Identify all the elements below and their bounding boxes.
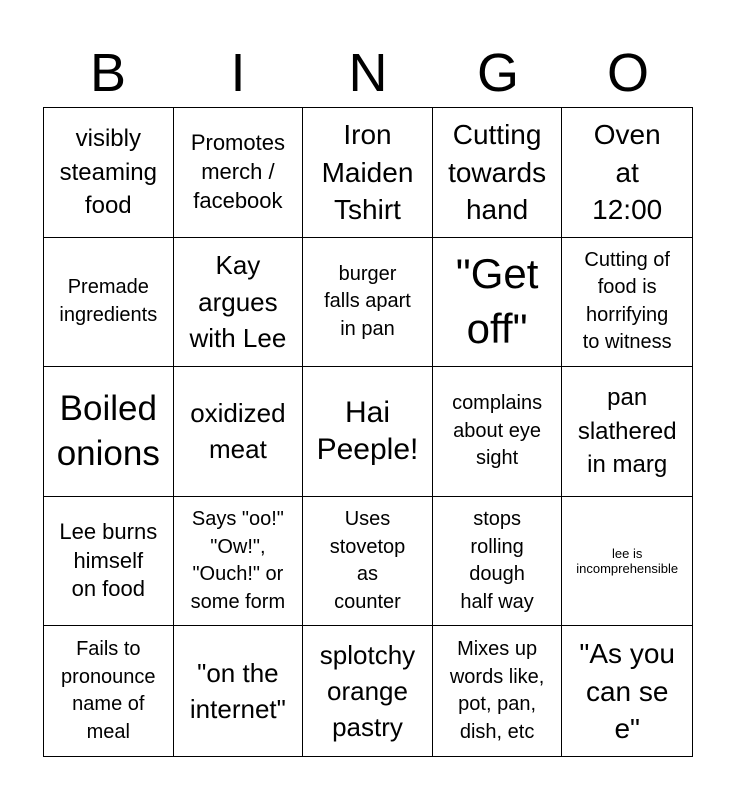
cell-text: Oven at 12:00	[592, 119, 663, 225]
cell-text: Boiled onions	[56, 388, 160, 474]
cell-text: visibly steaming food	[59, 124, 157, 220]
cell-text: Says "oo!" "Ow!", "Ouch!" or some form	[190, 507, 286, 613]
cell-text: lee is incomprehensible	[576, 545, 679, 577]
cell-text: Cutting of food is horrifying to witness	[582, 248, 672, 354]
bingo-cell-r4c2[interactable]	[174, 497, 304, 627]
bingo-cell-r4c3[interactable]	[303, 497, 433, 627]
cell-text: Uses stovetop as counter	[329, 507, 406, 613]
cell-text: Iron Maiden Tshirt	[321, 119, 414, 225]
bingo-cell-r3c3[interactable]	[303, 367, 433, 497]
bingo-cell-r2c5[interactable]	[562, 238, 692, 368]
bingo-cell-r1c4[interactable]	[433, 108, 563, 238]
bingo-header	[43, 42, 693, 104]
bingo-cell-r1c1[interactable]	[44, 108, 174, 238]
header-letter-g: G	[476, 43, 519, 103]
bingo-cell-r3c2[interactable]	[174, 367, 304, 497]
bingo-cell-r5c2[interactable]	[174, 626, 304, 756]
cell-text: "Get off"	[455, 250, 539, 352]
bingo-cell-r5c4[interactable]	[433, 626, 563, 756]
cell-text: burger falls apart in pan	[324, 262, 411, 340]
bingo-cell-r2c1[interactable]	[44, 238, 174, 368]
cell-text: Lee burns himself on food	[59, 519, 158, 602]
bingo-cell-r5c5[interactable]	[562, 626, 692, 756]
bingo-board	[43, 107, 693, 757]
bingo-cell-r4c1[interactable]	[44, 497, 174, 627]
header-letter-o: O	[606, 43, 649, 103]
cell-text: oxidized meat	[190, 398, 286, 465]
bingo-cell-r5c3[interactable]	[303, 626, 433, 756]
bingo-cell-r1c3[interactable]	[303, 108, 433, 238]
bingo-cell-r3c1[interactable]	[44, 367, 174, 497]
cell-text: Fails to pronounce name of meal	[61, 638, 156, 743]
bingo-cell-r1c2[interactable]	[174, 108, 304, 238]
bingo-cell-r4c5[interactable]	[562, 497, 692, 627]
header-letter-i: I	[230, 43, 246, 103]
cell-text: Cutting towards hand	[448, 119, 547, 225]
header-letter-n: N	[348, 43, 388, 103]
bingo-cell-r4c4[interactable]	[433, 497, 563, 627]
bingo-cell-r2c4[interactable]	[433, 238, 563, 368]
cell-text: Hai Peeple!	[316, 395, 419, 467]
cell-text: Kay argues with Lee	[189, 250, 287, 354]
bingo-cell-r3c5[interactable]	[562, 367, 692, 497]
bingo-cell-r2c3[interactable]	[303, 238, 433, 368]
cell-text: Mixes up words like, pot, pan, dish, etc	[449, 638, 545, 743]
bingo-cell-r5c1[interactable]	[44, 626, 174, 756]
cell-text: pan slathered in marg	[577, 384, 677, 479]
cell-text: complains about eye sight	[452, 392, 543, 470]
bingo-cell-r3c4[interactable]	[433, 367, 563, 497]
header-letter-b: B	[89, 43, 127, 103]
bingo-cell-r1c5[interactable]	[562, 108, 692, 238]
cell-text: Premade ingredients	[59, 276, 158, 326]
cell-text: Promotes merch / facebook	[190, 130, 285, 213]
cell-text: stops rolling dough half way	[460, 507, 534, 613]
cell-text: "As you can se e"	[579, 638, 675, 744]
cell-text: "on the internet"	[189, 657, 286, 725]
cell-text: splotchy orange pastry	[319, 639, 416, 743]
bingo-cell-r2c2[interactable]	[174, 238, 304, 368]
